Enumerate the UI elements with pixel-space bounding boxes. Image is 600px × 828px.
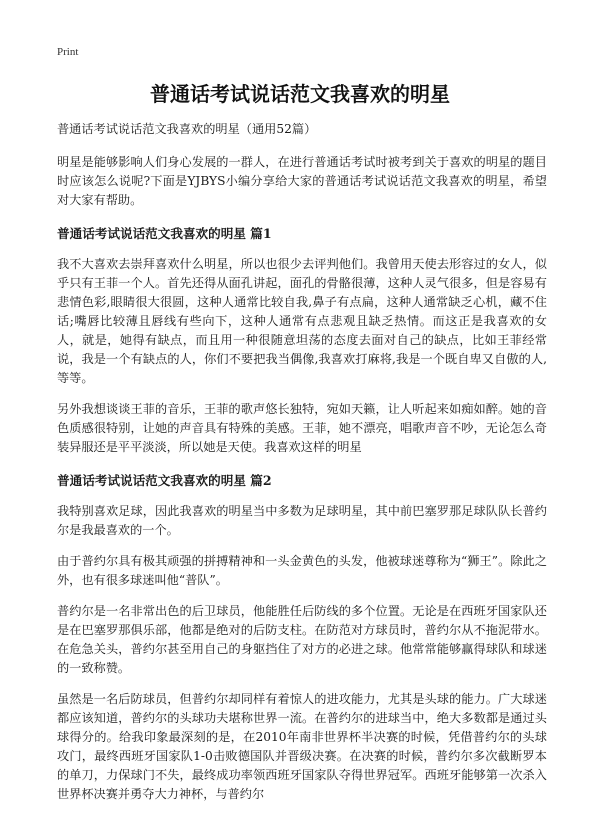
section-2-paragraph-1: 我特别喜欢足球，因此我喜欢的明星当中多数为足球明星，其中前巴塞罗那足球队队长普约尔是我最喜欢的一个。 (57, 504, 547, 537)
section-2-paragraph-3: 普约尔是一名非常出色的后卫球员，他能胜任后防线的多个位置。无论是在西班牙国家队还是在巴塞罗那俱乐部，他都是绝对的后防支柱。在防范对方球员时，普约尔从不拖泥带水。在危急关头，普约尔甚至用自己的身躯挡住了对方的必进之球。他常常能够赢得球队和球迷的一致称赞。 (57, 604, 547, 675)
section-heading-2: 普通话考试说话范文我喜欢的明星 篇2 (57, 473, 272, 488)
section-1-paragraph-1: 我不大喜欢去崇拜喜欢什么明星，所以也很少去评判他们。我曾用天使去形容过的女人，似乎只有王菲一个人。首先还得从面孔讲起，面孔的骨骼很薄，这种人灵气很多，但是容易有悲情色彩,眼睛很大很圆，这种人通常比较自我,鼻子有点扁，这种人通常缺乏心机，藏不住话;嘴唇比较薄且唇线有些向下，这种人通常有点悲观且缺乏热情。而这正是我喜欢的女人，就是，她得有缺点，而且用一种很随意坦荡的态度去面对自己的缺点，比如王菲经常说，我是一个有缺点的人，你们不要把我当偶像,我喜欢打麻将,我是一个既自卑又自傲的人,等等。 (57, 257, 547, 385)
print-link[interactable]: Print (57, 46, 79, 58)
intro-paragraph: 明星是能够影响人们身心发展的一群人，在进行普通话考试时被考到关于喜欢的明星的题目时应该怎么说呢?下面是YJBYS小编分享给大家的普通话考试说话范文我喜欢的明星，希望对大家有帮助。 (57, 155, 547, 207)
section-heading-1: 普通话考试说话范文我喜欢的明星 篇1 (57, 226, 272, 241)
section-1-paragraph-2: 另外我想谈谈王菲的音乐，王菲的歌声悠长独特，宛如天籁，让人听起来如痴如醉。她的音色质感很特别，让她的声音具有特殊的美感。王菲，她不漂亮，唱歌声音不吵，无论怎么奇装异服还是平平淡淡，所以她是天使。我喜欢这样的明星 (57, 402, 547, 454)
article-subtitle: 普通话考试说话范文我喜欢的明星（通用52篇） (57, 122, 317, 136)
page-title: 普通话考试说话范文我喜欢的明星 (150, 82, 450, 106)
section-2-paragraph-4: 虽然是一名后防球员，但普约尔却同样有着惊人的进攻能力，尤其是头球的能力。广大球迷都应该知道，普约尔的头球功夫堪称世界一流。在普约尔的进球当中，绝大多数都是通过头球得分的。给我印象最深刻的是，在2010年南非世界杯半决赛的时候，凭借普约尔的头球攻门，最终西班牙国家队1-0击败德国队并晋级决赛。在决赛的时候，普约尔多次截断罗本的单刀，力保球门不失，最终成功率领西班牙国家队夺得世界冠军。西班牙能够第一次杀入世界杯决赛并勇夺大力神杯，与普约尔 (57, 692, 547, 801)
section-2-paragraph-2: 由于普约尔具有极其顽强的拼搏精神和一头金黄色的头发，他被球迷尊称为“狮王”。除此之外，也有很多球迷叫他“普队”。 (57, 554, 547, 587)
article-body (57, 120, 547, 816)
